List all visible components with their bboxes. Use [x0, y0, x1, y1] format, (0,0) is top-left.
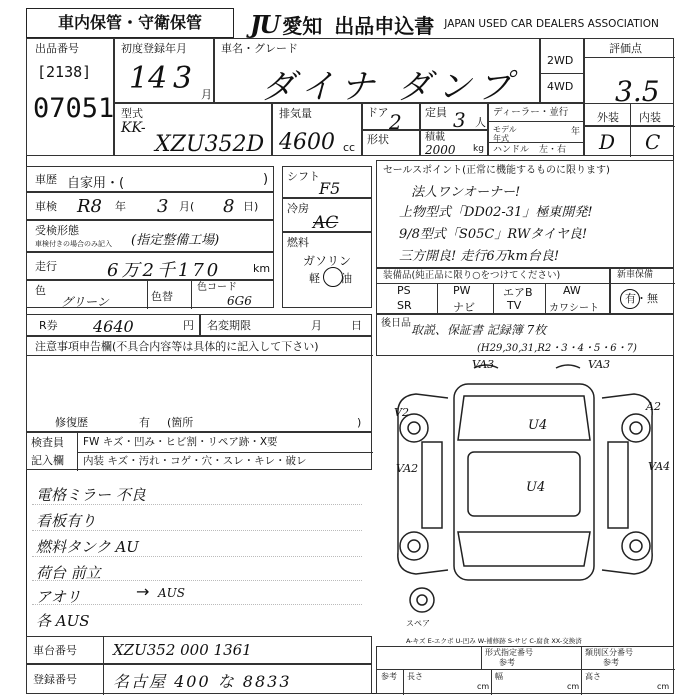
equipment-aw: AW [563, 284, 581, 297]
new-car-warranty-label: 新車保備 [617, 270, 654, 280]
displacement-label: 排気量 [279, 107, 312, 120]
remark-arrow-icon: → [136, 582, 150, 601]
receive-value: (指定整備工場) [131, 233, 220, 248]
attached-label: 後日品 [381, 318, 411, 329]
interior-grade: C [645, 130, 661, 154]
spec-box [376, 646, 674, 694]
damage-label-a2: A2 [646, 400, 661, 413]
new-car-warranty-box [610, 268, 674, 314]
chassis-row [26, 636, 372, 664]
storage-tab-label: 車内保管・守衛保管 [57, 13, 202, 32]
aircon-value: AC [313, 213, 339, 233]
ju-logo [250, 10, 659, 38]
inspection-month-unit: 月( [179, 200, 195, 213]
fuel-cell [282, 232, 372, 308]
mileage-value: 6万2千170 [107, 260, 222, 281]
inspector-label-1: 検査員 [31, 436, 64, 449]
handle-options: 左・右 [539, 145, 567, 155]
shift-label: シフト [287, 170, 320, 183]
model-year-label: モデル年式 [493, 125, 517, 143]
name-change-month: 月 [311, 319, 322, 332]
height-unit: cm [657, 682, 670, 691]
history-close: ) [263, 172, 269, 187]
sales-point-line-2: 上物型式「DD02-31」極東開発! [399, 205, 593, 220]
vehicle-outline-svg [376, 356, 674, 646]
doors-value: 2 [389, 110, 402, 134]
inspector-row-1: FW キズ・凹み・ヒビ割・リペア跡・X要 [83, 436, 278, 448]
remark-line-3: 燃料タンク AU [36, 538, 139, 556]
load-cell [420, 130, 488, 156]
remark-line-1: 電格ミラー 不良 [36, 486, 146, 504]
sales-point-line-4: 三方開良! 走行6万km台良! [399, 249, 560, 264]
document-title: 出品申込書 [334, 13, 435, 38]
fuel-diesel: 油 [341, 272, 352, 285]
lot-label: 出品番号 [35, 42, 79, 55]
color-value: グリーン [61, 295, 109, 309]
registration-month-unit: 月 [201, 88, 212, 101]
r-price-cell [26, 314, 200, 336]
inspection-day-unit: 日) [243, 200, 259, 213]
remark-line-5: アオリ [36, 588, 81, 606]
damage-label-v2: V2 [394, 406, 409, 419]
repair-label: 修復歴 [55, 416, 88, 429]
warranty-circle-mark [620, 289, 640, 309]
load-label: 積載 [425, 132, 445, 143]
name-change-day: 日 [351, 319, 362, 332]
r-price-unit: 円 [183, 319, 194, 332]
damage-label-va3-right: VA3 [588, 358, 611, 371]
remark-line-4: 荷台 前立 [36, 564, 101, 582]
car-name-value: ダイナ ダンプ [261, 67, 518, 107]
damage-legend: A-キズ E-エクボ U-凹み W-補修跡 S-サビ C-腐食 XX-交換済 [406, 637, 582, 645]
shape-label: 形状 [367, 133, 389, 146]
exterior-label: 外装 [597, 111, 619, 124]
aircon-cell [282, 198, 372, 232]
ju-logo-mark: JU [250, 9, 279, 39]
ext-int-cell [584, 103, 674, 156]
fuel-value: ガソリン [303, 254, 352, 268]
load-unit: kg [473, 144, 484, 154]
chassis-value: XZU352 000 1361 [113, 641, 252, 659]
storage-tab [26, 8, 234, 38]
assoc-en-name: JAPAN USED CAR DEALERS ASSOCIATION [444, 18, 659, 30]
sales-point-line-3: 9/8型式「S05C」RWタイヤ良! [399, 227, 588, 242]
fuel-light: 軽 [309, 272, 320, 285]
equipment-pw: PW [453, 284, 471, 297]
lot-number: 07051 [33, 93, 115, 124]
damage-label-va2: VA2 [396, 462, 419, 475]
lot-cell [26, 38, 114, 156]
inspection-era: R8 [77, 196, 103, 217]
chassis-label: 車台番号 [33, 644, 77, 657]
class-num-label: 類別区分番号 [585, 648, 633, 657]
equipment-tv: TV [507, 299, 522, 312]
attached-line-1: 取説、保証書 記録簿 7枚 [411, 323, 547, 337]
capacity-label: 定員 [425, 106, 447, 119]
doors-label: ドア [367, 106, 389, 119]
damage-label-va4: VA4 [648, 460, 671, 473]
receive-label: 受検形態 [35, 224, 79, 237]
equipment-box [376, 268, 610, 314]
attached-box [376, 314, 674, 356]
color-change-label: 色替 [151, 290, 173, 303]
registration-label: 初度登録年月 [121, 42, 187, 55]
notes-label: 注意事項申告欄(不具合内容等は具体的に記入して下さい) [35, 340, 319, 353]
shift-cell [282, 166, 372, 198]
model-num-ref: 参考 [499, 658, 515, 667]
capacity-value: 3 [453, 108, 466, 132]
dimensions-ref: 参考 [381, 672, 397, 681]
width-unit: cm [567, 682, 580, 691]
damage-label-u4-top: U4 [528, 418, 548, 433]
remark-line-6: 各 AUS [36, 612, 90, 630]
aircon-label: 冷房 [287, 202, 309, 215]
shape-cell [362, 130, 420, 156]
history-label: 車歴 [35, 173, 57, 186]
assoc-jp-name: 愛知 [282, 13, 323, 38]
dealer-cell [488, 103, 584, 156]
inspection-day: 8 [223, 196, 235, 217]
height-label: 高さ [585, 672, 601, 681]
color-label: 色 [35, 284, 46, 297]
mileage-row [26, 252, 274, 280]
doors-cell [362, 103, 420, 134]
fuel-label: 燃料 [287, 236, 309, 249]
grade-label: 評価点 [609, 42, 642, 55]
length-label: 長さ [407, 672, 423, 681]
repair-close: ) [357, 416, 362, 429]
capacity-unit: 人 [475, 116, 486, 129]
displacement-cell [272, 103, 362, 156]
capacity-cell [420, 103, 488, 130]
damage-label-va3-left: VA3 [472, 358, 495, 371]
new-car-warranty-options: 有・無 [625, 292, 658, 305]
color-row [26, 280, 274, 308]
repair-value: 有 [139, 416, 150, 429]
length-unit: cm [477, 682, 490, 691]
model-cell [114, 103, 272, 156]
grade-score: 3.5 [615, 75, 660, 108]
drive-cell [540, 38, 584, 103]
remark-line-2: 看板有り [36, 512, 97, 530]
sales-point-line-1: 法人ワンオーナー! [411, 185, 521, 200]
spare-label: スペア [406, 619, 430, 628]
inspection-label: 車検 [35, 200, 57, 213]
remarks-area [26, 470, 372, 636]
inspection-year-unit: 年 [115, 200, 126, 213]
plate-row [26, 664, 372, 694]
inspector-label-2: 記入欄 [31, 454, 64, 467]
drive-opt-4wd: 4WD [547, 80, 574, 93]
inspection-month: 3 [157, 196, 169, 217]
displacement-value: 4600 [279, 130, 335, 155]
inspector-row-2: 内装 キズ・汚れ・コゲ・穴・スレ・キレ・破レ [83, 455, 307, 467]
registration-month: 3 [173, 61, 193, 96]
registration-cell [114, 38, 214, 103]
load-value: 2000 [425, 143, 456, 157]
interior-label: 内装 [639, 111, 661, 124]
inspector-box [26, 432, 372, 470]
vehicle-damage-diagram [376, 356, 674, 646]
exterior-grade: D [599, 130, 616, 154]
registration-year: 14 [129, 61, 168, 96]
receive-row [26, 220, 274, 252]
equipment-label: 装備品(純正品に限り○をつけてください) [383, 270, 561, 281]
car-name-label: 車名・グレード [221, 42, 298, 55]
lot-sub-number: [2138] [37, 63, 92, 81]
notes-box [26, 336, 372, 432]
attached-line-2: (H29,30,31,R2・3・4・5・6・7) [477, 343, 637, 354]
r-price-value: 4640 [93, 317, 134, 336]
color-code-label: 色コード [197, 282, 237, 293]
equipment-sr: SR [397, 299, 412, 312]
plate-value: 名古屋 400 な 8833 [113, 672, 292, 691]
equipment-seat: カワシート [549, 303, 599, 314]
name-change-label: 名変期限 [207, 319, 251, 332]
width-label: 幅 [495, 672, 503, 681]
drive-opt-2wd: 2WD [547, 54, 574, 67]
receive-note: 車検付きの場合のみ記入 [35, 240, 112, 248]
inspection-row [26, 192, 274, 220]
sales-point-label: セールスポイント(正常に機能するものに限ります) [383, 165, 610, 176]
displacement-unit: cc [343, 141, 356, 154]
model-value: XZU352D [155, 132, 265, 157]
car-name-cell [214, 38, 540, 107]
history-row [26, 166, 274, 192]
sales-point-box [376, 160, 674, 268]
model-num-label: 形式指定番号 [485, 648, 533, 657]
model-label: 型式 [121, 107, 143, 120]
equipment-airbag: エアB [503, 286, 533, 299]
color-code-value: 6G6 [227, 294, 252, 308]
repair-place: (箇所 [167, 416, 194, 429]
equipment-ps: PS [397, 284, 411, 297]
plate-label: 登録番号 [33, 673, 77, 686]
class-num-ref: 参考 [603, 658, 619, 667]
remark-arrow-note: AUS [158, 586, 185, 600]
model-prefix: KK- [121, 120, 146, 136]
name-change-cell [200, 314, 372, 336]
mileage-label: 走行 [35, 260, 57, 273]
history-value: 自家用・( [67, 176, 125, 191]
mileage-unit: km [253, 262, 271, 275]
equipment-navi: ナビ [453, 301, 475, 314]
dealer-label: ディーラー・並行 [493, 107, 569, 118]
shift-value: F5 [319, 179, 341, 198]
r-price-label: R券 [39, 319, 58, 332]
model-year-unit: 年 [571, 127, 581, 137]
damage-label-u4-bed: U4 [526, 480, 546, 495]
handle-label: ハンドル [493, 145, 530, 155]
fuel-circle-mark [323, 267, 343, 287]
